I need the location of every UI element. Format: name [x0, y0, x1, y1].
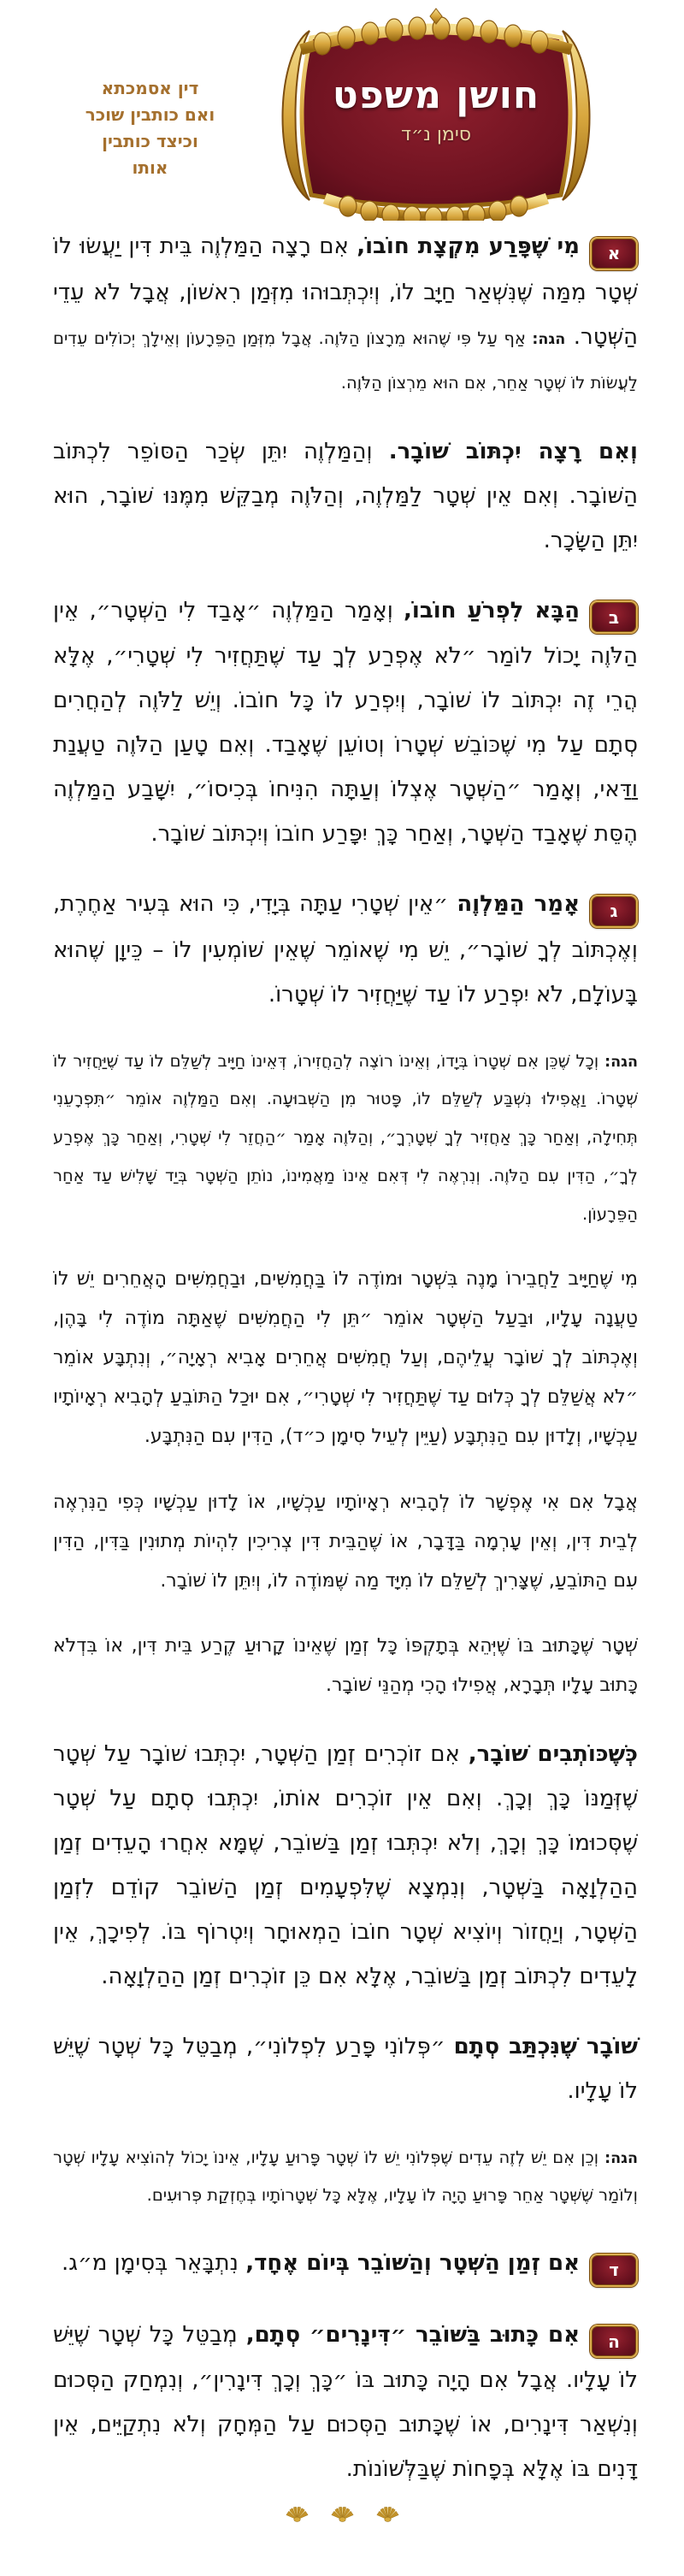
seif-lead: כְּשֶׁכּוֹתְבִים שׁוֹבָר, — [468, 1740, 638, 1767]
seif-paragraph — [53, 2241, 638, 2287]
topic-line: דין אסמכתא — [101, 78, 199, 98]
seif-paragraph — [53, 1483, 638, 1602]
topic-line: וכיצד כותבין — [102, 131, 198, 151]
banner-text — [250, 74, 622, 145]
hagah-label: הגה: — [604, 2149, 638, 2167]
seif-text: נִתְבָּאֵר בְּסִימָן מ״ג. — [61, 2250, 246, 2277]
seif-paragraph — [53, 588, 638, 857]
seif-text: שְׁטָר שֶׁכָּתוּב בּוֹ שֶׁיְּהֵא בְּתָקְפּוֹ כָּל זְמַן שֶׁאֵינוֹ קָרוּעַ קֶרַע בֵּית דִּין, אוֹ בִּדְלֹא כָּתוּב עָלָיו תְּבָרָא, אֲפִילוּ הָכִי מְהַנֵּי שׁוֹבָר. — [53, 1635, 638, 1697]
seif-paragraph — [53, 2313, 638, 2492]
seif-text: אִם רָצָה הַמַּלְוֶה בֵּית דִּין יַעֲשׂוּ לוֹ שְׁטָר מִמַּה שֶּׁנִּשְׁאַר חַיָּב לוֹ, וְיִכְתְּבוּהוּ מִזְּמַן רִאשׁוֹן, אֲבָל לֹא עֵדֵי הַשְּׁטָר. — [53, 233, 638, 350]
seif-lead: אִם כָּתוּב בַּשּׁוֹבֵר ״דִּינָרִים״ סְתָם, — [245, 2321, 581, 2348]
seif-text: וְאָמַר הַמַּלְוֶה ״אָבַד לִי הַשְּׁטָר״, אֵין הַלֹּוֶה יָכוֹל לוֹמַר ״לֹא אֶפְרַע לְךָ עַד שֶׁתַּחֲזִיר לִי שְׁטָרִי״, אֶלָּא הֲרֵי זֶה יִכְתּוֹב לוֹ שׁוֹבָר, וְיִפְרַע לוֹ כָּל חוֹבוֹ. וְיֵשׁ לַלֹּוֶה לְהַחֲרִים סְתָם עַל מִי שֶׁכּוֹבֵשׁ שְׁטָרוֹ וְטוֹעֵן שֶׁאָבַד. וְאִם טָעַן הַלֹּוֶה טַעֲנַת וַדַּאי, וְאָמַר ״הַשְּׁטָר אֶצְלוֹ וְעַתָּה הִנִּיחוֹ בְּכִיסוֹ״, יִשָּׁבַע הַמַּלְוֶה הֶסֵּת שֶׁאָבַד הַשְּׁטָר, וְאַחַר כָּךְ יִפָּרַע חוֹבוֹ וְיִכְתּוֹב שׁוֹבָר. — [53, 597, 638, 847]
seif-lead: וְאִם רָצָה יִכְתּוֹב שׁוֹבָר. — [388, 438, 638, 464]
hagah-text: וְכָל שֶׁכֵּן אִם שְׁטָרוֹ בְּיָדוֹ, וְאֵינוֹ רוֹצֶה לְהַחֲזִירוֹ, דְּאֵינוֹ חַיָּיב לְשַׁלֵּם לוֹ עַד שֶׁיַּחֲזִיר לוֹ שְׁטָרוֹ. וַאֲפִילוּ נִשְׁבַּע לְשַׁלֵּם לוֹ, פָּטוּר מִן הַשְּׁבוּעָה. וְאִם הַמַּלְוֶה אוֹמֵר ״תִּפְרָעֵנִי תְּחִילָה, וְאַחַר כָּךְ אַחֲזִיר לְךָ שְׁטָרְךָ״, וְהַלֹּוֶה אָמַר ״הַחֲזֵר לִי שְׁטָרִי, וְאַחַר כָּךְ אֶפְרַע לְךָ״, הַדִּין עִם הַלֹּוֶה. וְנִרְאֶה לִי דְּאִם אֵינוֹ מַאֲמִינוֹ, נוֹתֵן הַשְּׁטָר בְּיַד שָׁלִישׁ עַד אַחַר הַפֵּרָעוֹן. — [53, 1050, 638, 1224]
header — [0, 0, 684, 224]
seif-marker-badge — [590, 2325, 638, 2358]
hagah-label: הגה: — [604, 1053, 638, 1071]
seif-lead: שׁוֹבָר שֶׁנִּכְתַּב סְתָם — [453, 2033, 638, 2059]
chapter-topics — [58, 75, 242, 181]
seif-letter: ה — [608, 2331, 620, 2352]
seif-paragraph — [53, 882, 638, 1017]
seif-lead: הַבָּא לִפְרֹעַ חוֹבוֹ, — [404, 597, 580, 623]
seif-paragraph — [53, 1260, 638, 1457]
seif-text: מְבַטֵּל כָּל שְׁטָר שֶׁיֵּשׁ לוֹ עָלָיו. אֲבָל אִם הָיָה כָּתוּב בּוֹ ״כָּךְ וְכָךְ דִּינָרִין״, וְנִמְחַק הַסְּכוּם וְנִשְׁאַר דִּינָרִים, אוֹ שֶׁכָּתוּב הַסְּכוּם עַל הַמְּחָק וְלֹא נִתְקַיֵּים, אֵין דָּנִים בּוֹ אֶלָּא בְּפָחוֹת שֶׁבַּלְּשׁוֹנוֹת. — [53, 2321, 638, 2483]
seif-text: אִם זוֹכְרִים זְמַן הַשְּׁטָר, יִכְתְּבוּ שׁוֹבָר עַל שְׁטָר שֶׁזְּמַנּוֹ כָּךְ וְכָךְ. וְאִם אֵין זוֹכְרִים אוֹתוֹ, יִכְתְּבוּ סְתָם עַל שְׁטָר שֶׁסְּכוּמוֹ כָּךְ וְכָךְ, וְלֹא יִכְתְּבוּ זְמַן בַּשּׁוֹבֵר, שֶׁמָּא אִחֲרוּ הָעֵדִים זְמַן הַהַלְוָאָה בַּשְּׁטָר, וְנִמְצָא שֶׁלִּפְעָמִים זְמַן הַשּׁוֹבֵר קוֹדֵם לִזְמַן הַשְּׁטָר, וְיַחֲזוֹר וְיוֹצִיא שְׁטָר חוֹבוֹ הַמְאוּחָר וְיִטְרוֹף בּוֹ. לְפִיכָךְ, אֵין לָעֵדִים לִכְתּוֹב זְמַן בַּשּׁוֹבֵר, אֶלָּא אִם כֵּן זוֹכְרִים זְמַן הַהַלְוָאָה. — [53, 1740, 638, 1989]
seif-paragraph — [53, 2024, 638, 2113]
seif-paragraph — [53, 1627, 638, 1705]
seif-text: אֲבָל אִם אִי אֶפְשָׁר לוֹ לְהָבִיא רְאָיוֹתָיו עַכְשָׁיו, אוֹ לָדוּן עַכְשָׁיו כְּפִי הַנִּרְאֶה לְבֵית דִּין, וְאֵין עָרְמָה בַּדָּבָר, אוֹ שֶׁהַבֵּית דִּין צְרִיכִין לִהְיוֹת מְתוּנִין בַּדִּין, הַדִּין עִם הַתּוֹבֵעַ, שֶׁצָּרִיךְ לְשַׁלֵּם לוֹ מִיָּד מַה שֶּׁמּוֹדֶה לוֹ, וְיִתֵּן לוֹ שׁוֹבָר. — [53, 1491, 638, 1592]
seif-paragraph — [53, 429, 638, 563]
hagah-text: אַף עַל פִּי שֶׁהוּא מֵרָצוֹן הַלֹּוֶה. אֲבָל מִזְּמַן הַפֵּרָעוֹן וְאֵילָךְ יְכוֹלִים עֵדִים לַעֲשׂוֹת לוֹ שְׁטָר אַחֵר, אִם הוּא מֵרְצוֹן הַלֹּוֶה. — [53, 328, 638, 393]
shell-icon — [331, 2502, 354, 2522]
seif-marker-badge — [590, 895, 638, 928]
seif-text: ״אֵין שְׁטָרִי עַתָּה בְּיָדִי, כִּי הוּא בְּעִיר אַחֶרֶת, וְאֶכְתּוֹב לְךָ שׁוֹבָר״, יֵשׁ מִי שֶׁאוֹמֵר שֶׁאֵין שׁוֹמְעִין לוֹ – כֵּיוָן שֶׁהוּא בָּעוֹלָם, לֹא יִפְרַע לוֹ עַד שֶׁיַּחֲזִיר לוֹ שְׁטָרוֹ. — [53, 891, 638, 1007]
seif-lead: אָמַר הַמַּלְוֶה — [457, 891, 580, 917]
shell-icon — [376, 2502, 399, 2522]
seif-text: מִי שֶׁחַיָּיב לַחֲבֵירוֹ מָנֶה בִּשְׁטָר וּמוֹדֶה לוֹ בַּחֲמִשִּׁים, וּבַחֲמִשִּׁים הָאֲחֵרִים יֵשׁ לוֹ טַעֲנָה עָלָיו, וּבַעַל הַשְּׁטָר אוֹמֵר ״תֵּן לִי הַחֲמִשִּׁים שֶׁאַתָּה מוֹדֶה לִי בָּהֶן, וְאֶכְתּוֹב לְךָ שׁוֹבָר עֲלֵיהֶם, וְעַל חֲמִשִּׁים אֲחֵרִים אָבִיא רְאָיָה״, וְנִתְבָּע אוֹמֵר ״לֹא אֲשַׁלֵּם לְךָ כְּלוּם עַד שֶׁתַּחֲזִיר לִי שְׁטָרִי״, אִם יוּכַל הַתּוֹבֵעַ לְהָבִיא רְאָיוֹתָיו עַכְשָׁיו, וְלָדוּן עִם הַנִּתְבָּע (עַיֵּין לְעֵיל סִימָן כ״ד), הַדִּין עִם הַנִּתְבָּע. — [53, 1267, 638, 1448]
hagah-label: הגה: — [532, 330, 566, 348]
topic-line: ואם כותבין שוכר — [85, 104, 215, 125]
seif-text: ״פְּלוֹנִי פָּרַע לִפְלוֹנִי״, מְבַטֵּל כָּל שְׁטָר שֶׁיֵּשׁ לוֹ עָלָיו. — [53, 2033, 638, 2104]
footer-ornaments — [0, 2502, 684, 2522]
shell-icon — [286, 2502, 309, 2522]
hagah-text: וְכֵן אִם יֵשׁ לְזֶה עֵדִים שֶׁפְּלוֹנִי יֵשׁ לוֹ שְׁטָר פָּרוּעַ עָלָיו, אֵינוֹ יָכוֹל לְהוֹצִיא עָלָיו שְׁטָר וְלוֹמַר שֶׁשְּׁטָר אַחֵר פָּרוּעַ הָיָה לוֹ עָלָיו, אֶלָּא כָּל שְׁטָרוֹתָיו בְּחֶזְקַת פְּרוּעִים. — [53, 2147, 638, 2206]
seif-paragraph — [53, 1732, 638, 1999]
text-body — [0, 224, 684, 2491]
seif-marker-badge — [590, 237, 638, 270]
seif-letter: ב — [608, 606, 620, 628]
seif-paragraph — [53, 224, 638, 404]
seif-letter: ד — [609, 2260, 619, 2281]
book-title: חושן משפט — [332, 74, 540, 117]
title-banner — [250, 7, 622, 221]
seif-lead: אִם זְמַן הַשְּׁטָר וְהַשּׁוֹבֵר בְּיוֹם אֶחָד, — [245, 2250, 580, 2277]
seif-lead: מִי שֶׁפָּרַע מִקְצָת חוֹבוֹ, — [357, 233, 580, 259]
hagah-paragraph — [53, 2139, 638, 2216]
hagah-paragraph — [53, 1043, 638, 1234]
seif-letter: ג — [610, 901, 618, 921]
seif-text: וְהַמַּלְוֶה יִתֵּן שְׂכַר הַסּוֹפֵר לִכְתּוֹב הַשּׁוֹבָר. וְאִם אֵין שְׁטָר לַמַּלְוֶה, וְהַלֹּוֶה מְבַקֵּשׁ מִמֶּנּוּ שׁוֹבָר, הוּא יִתֵּן הַשָּׂכָר. — [53, 438, 638, 553]
topic-line: אותו — [132, 157, 168, 178]
seif-marker-badge — [590, 2254, 638, 2287]
seif-marker-badge — [590, 600, 638, 634]
seif-letter: א — [607, 243, 621, 263]
siman-subtitle: סימן נ״ד — [400, 124, 472, 145]
